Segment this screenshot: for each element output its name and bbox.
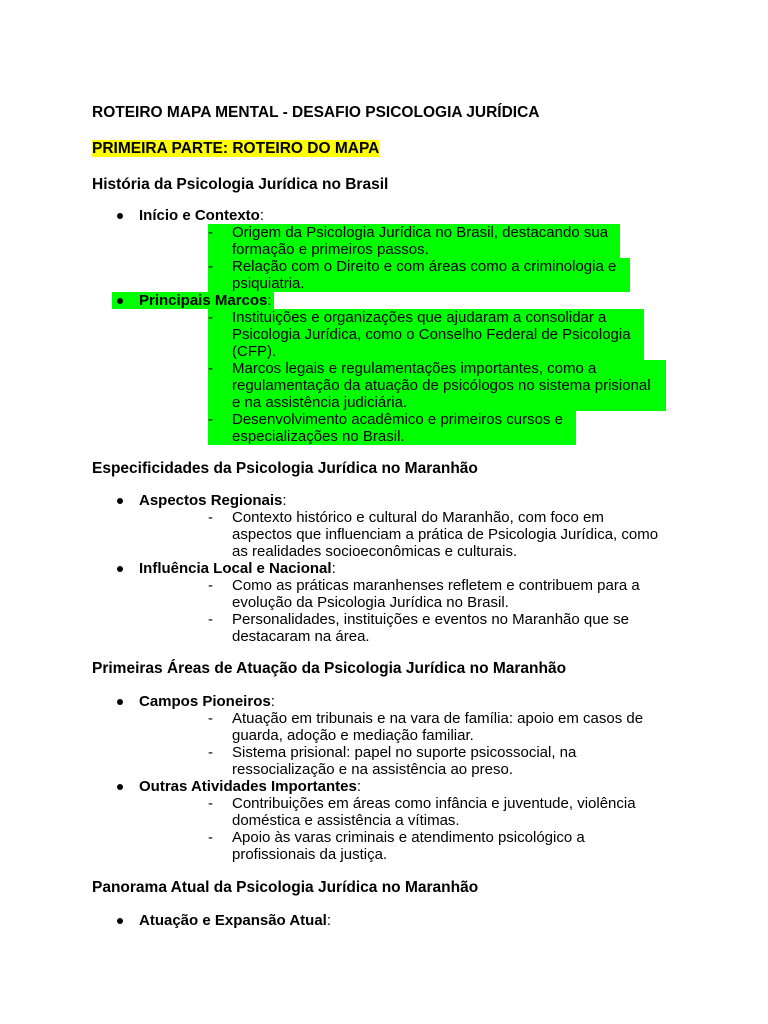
sub-item-text: Instituições e organizações que ajudaram a consolidar a [232, 309, 607, 326]
bullet-dot [117, 213, 123, 219]
dash-marker: - [208, 258, 213, 275]
dash-marker: - [208, 795, 213, 812]
sub-item-text: doméstica e assistência a vítimas. [232, 812, 460, 829]
bullet-aspectos-regionais [139, 492, 287, 509]
sub-item-text: Contribuições em áreas como infância e juventude, violência [232, 795, 636, 812]
dash-marker: - [208, 829, 213, 846]
dash-marker: - [208, 710, 213, 727]
bullet-inicio-contexto [139, 207, 264, 224]
bullet-colon: : [282, 492, 287, 509]
bullet-dot [117, 699, 123, 705]
bullet-dot [117, 498, 123, 504]
document-title: ROTEIRO MAPA MENTAL - DESAFIO PSICOLOGIA JURÍDICA [92, 104, 540, 121]
sub-item-text: aspectos que influenciam a prática de Psicologia Jurídica, como [232, 526, 659, 543]
sub-item-text: Marcos legais e regulamentações importantes, como a [232, 360, 597, 377]
sub-item-text: Apoio às varas criminais e atendimento psicológico a [232, 829, 585, 846]
sub-item-text: Personalidades, instituições e eventos no Maranhão que se [232, 611, 629, 628]
bullet-colon: : [331, 560, 336, 577]
dash-marker: - [208, 309, 213, 326]
sub-item-text: Atuação em tribunais e na vara de família: apoio em casos de [232, 710, 644, 727]
sub-item-text: ressocialização e na assistência ao preso. [232, 761, 513, 778]
part-heading [92, 140, 379, 157]
bullet-label: Campos Pioneiros [139, 693, 271, 710]
sub-item-text: Contexto histórico e cultural do Maranhão, com foco em [232, 509, 604, 526]
sub-item-text: e na assistência judiciária. [232, 394, 408, 411]
sub-item-text: guarda, adoção e mediação familiar. [232, 727, 474, 744]
bullet-dot [117, 918, 123, 924]
section-heading-primeiras-areas: Primeiras Áreas de Atuação da Psicologia Jurídica no Maranhão [92, 660, 567, 677]
sub-item-text: Origem da Psicologia Jurídica no Brasil, destacando sua [232, 224, 609, 241]
dash-marker: - [208, 360, 213, 377]
sub-item-text: destacaram na área. [232, 628, 370, 645]
bullet-influencia [139, 560, 336, 577]
bullet-atuacao-expansao [139, 912, 331, 929]
sub-item-text: especializações no Brasil. [232, 428, 405, 445]
dash-marker: - [208, 611, 213, 628]
sub-item-text: regulamentação da atuação de psicólogos no sistema prisional [232, 377, 651, 394]
bullet-colon: : [326, 912, 332, 929]
dash-marker: - [208, 577, 213, 594]
bullet-campos-pioneiros [139, 693, 275, 710]
bullet-label: Outras Atividades Importantes [139, 778, 357, 795]
sub-item-text: Desenvolvimento acadêmico e primeiros cursos e [232, 411, 563, 428]
sub-item-text: profissionais da justiça. [232, 846, 388, 863]
sub-item-text: evolução da Psicologia Jurídica no Brasil. [232, 594, 509, 611]
bullet-principais-marcos [139, 292, 272, 309]
bullet-label: Atuação e Expansão Atual [139, 912, 327, 929]
part-heading-text: PRIMEIRA PARTE: ROTEIRO DO MAPA [92, 140, 380, 157]
section-heading-panorama: Panorama Atual da Psicologia Jurídica no Maranhão [92, 879, 479, 896]
dash-marker: - [208, 411, 213, 428]
sub-item-text: Como as práticas maranhenses refletem e contribuem para a [232, 577, 640, 594]
bullet-label: Influência Local e Nacional [139, 560, 332, 577]
bullet-colon: : [270, 693, 275, 710]
bullet-label: Aspectos Regionais [139, 492, 283, 509]
sub-item-text: Psicologia Jurídica, como o Conselho Federal de Psicologia [232, 326, 631, 343]
section-heading-historia: História da Psicologia Jurídica no Brasil [92, 176, 389, 193]
bullet-dot [117, 298, 123, 304]
bullet-dot [117, 566, 123, 572]
bullet-colon: : [267, 292, 272, 309]
dash-marker: - [208, 224, 213, 241]
sub-item-text: as realidades socioeconômicas e culturais. [232, 543, 518, 560]
dash-marker: - [208, 509, 213, 526]
dash-marker: - [208, 744, 213, 761]
bullet-outras-atividades [139, 778, 361, 795]
sub-item-text: psiquiatria. [232, 275, 305, 292]
sub-item-text: (CFP). [232, 343, 277, 360]
sub-item-text: Sistema prisional: papel no suporte psicossocial, na [232, 744, 577, 761]
bullet-colon: : [356, 778, 362, 795]
section-heading-especificidades: Especificidades da Psicologia Jurídica no Maranhão [92, 460, 478, 477]
bullet-label: Principais Marcos [139, 292, 268, 309]
bullet-label: Início e Contexto [139, 207, 260, 224]
bullet-dot [117, 784, 123, 790]
bullet-colon: : [259, 207, 265, 224]
sub-item-text: Relação com o Direito e com áreas como a criminologia e [232, 258, 617, 275]
sub-item-text: formação e primeiros passos. [232, 241, 429, 258]
